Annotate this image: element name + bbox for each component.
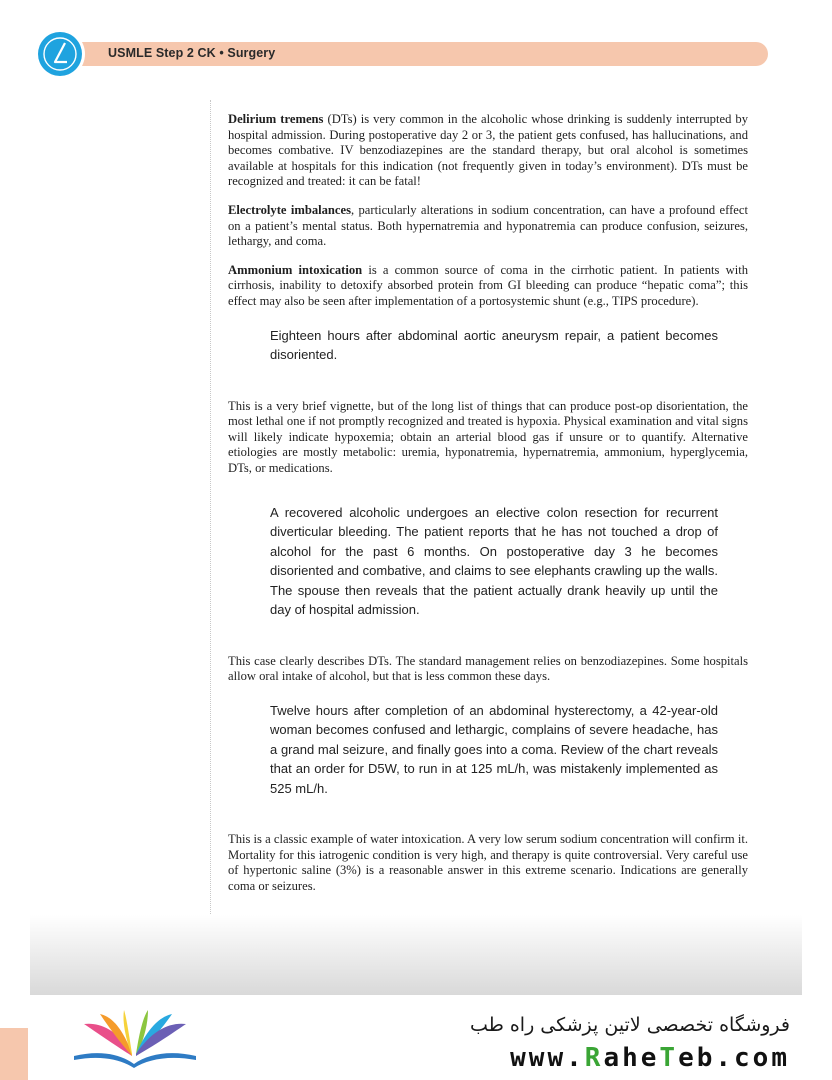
term: Delirium tremens [228, 112, 324, 126]
paragraph-text: is a common source of coma in the cirrhotic patient. In patients with cirrhosis, inability to detoxify absorbed protein from GI bleeding can produce “hepatic coma”; this effect may also be seen after implementation of a portosystemic shunt (e.g., TIPS procedure). [228, 262, 748, 308]
paragraph-text: , particularly alterations in sodium concentration, can have a profound effect on a patient’s mental status. Both hypernatremia and hyponatremia can produce confusion, seizures, lethargy, and coma. [228, 202, 748, 249]
paragraph-delirium-tremens [228, 112, 748, 190]
page-bottom-shadow [30, 915, 802, 995]
shop-name: فروشگاه تخصصی لاتین پزشکی راه طب [470, 1014, 790, 1036]
open-book-logo-icon [70, 1010, 200, 1075]
url-accent-t: T [659, 1043, 679, 1073]
shop-url [440, 1043, 790, 1073]
running-header-title: USMLE Step 2 CK • Surgery [108, 46, 276, 60]
clinical-vignette-2: A recovered alcoholic undergoes an elective colon resection for recurrent diverticular bleeding. The patient reports that he has not touched a drop of alcohol for the past 6 months. On postoperative day 3 he becomes disoriented and combative, and claims to see elephants crawling up the walls. The spouse then reveals that the patient actually drank heavily up until the day of hospital admission. [270, 504, 718, 617]
page-body [228, 112, 748, 908]
step-logo-icon [38, 32, 82, 76]
term: Electrolyte imbalances [228, 202, 352, 217]
clinical-vignette-1: Eighteen hours after abdominal aortic aneurysm repair, a patient becomes disoriented. [270, 327, 718, 363]
paragraph-electrolyte-imbalances [228, 203, 748, 250]
url-suffix: .com [715, 1043, 790, 1073]
paragraph-text: (DTs) is very common in the alcoholic whose drinking is suddenly interrupted by hospital admission. During postoperative day 2 or 3, the patient gets confused, has hallucinations, and becomes combative. IV benzodiazepines are the standard therapy, but oral alcohol is sometimes available at hospitals for this indication (not frequently given in today’s environment). DTs must be recognized and treated: it can be fatal! [228, 112, 749, 189]
case-discussion-1: This is a very brief vignette, but of the long list of things that can produce post-op disorientation, the most lethal one if not promptly recognized and treated is hypoxia. Physical examination and vital signs will likely indicate hypoxemia; obtain an arterial blood gas if unsure or to quantify. Alternative etiologies are mostly metabolic: uremia, hyponatremia, hypernatremia, ammonium, hyperglycemia, DTs, or medications. [228, 398, 748, 475]
clinical-vignette-3: Twelve hours after completion of an abdominal hysterectomy, a 42-year-old woman becomes confused and lethargic, complains of severe headache, has a grand mal seizure, and finally goes into a coma. Review of the chart reveals that an order for D5W, to run in at 125 mL/h, was mistakenly implemented as 525 mL/h. [270, 702, 718, 796]
footer-tab [0, 1028, 28, 1080]
paragraph-ammonium-intoxication [228, 263, 748, 310]
case-discussion-3: This is a classic example of water intoxication. A very low serum sodium concentration will confirm it. Mortality for this iatrogenic condition is very high, and therapy is quite controversial. Very careful use of hypertonic saline (3%) is a reasonable answer in this extreme scenario. Indications are generally coma or seizures. [228, 832, 748, 893]
case-discussion-2: This case clearly describes DTs. The standard management relies on benzodiazepines. Some hospitals allow oral intake of alcohol, but that is less common these days. [228, 653, 748, 684]
margin-rule [210, 100, 211, 998]
url-eb: eb [678, 1043, 716, 1073]
url-ahe: ahe [603, 1043, 660, 1073]
url-accent-r: R [584, 1043, 604, 1073]
url-prefix: www. [510, 1043, 585, 1073]
term: Ammonium intoxication [228, 262, 363, 277]
